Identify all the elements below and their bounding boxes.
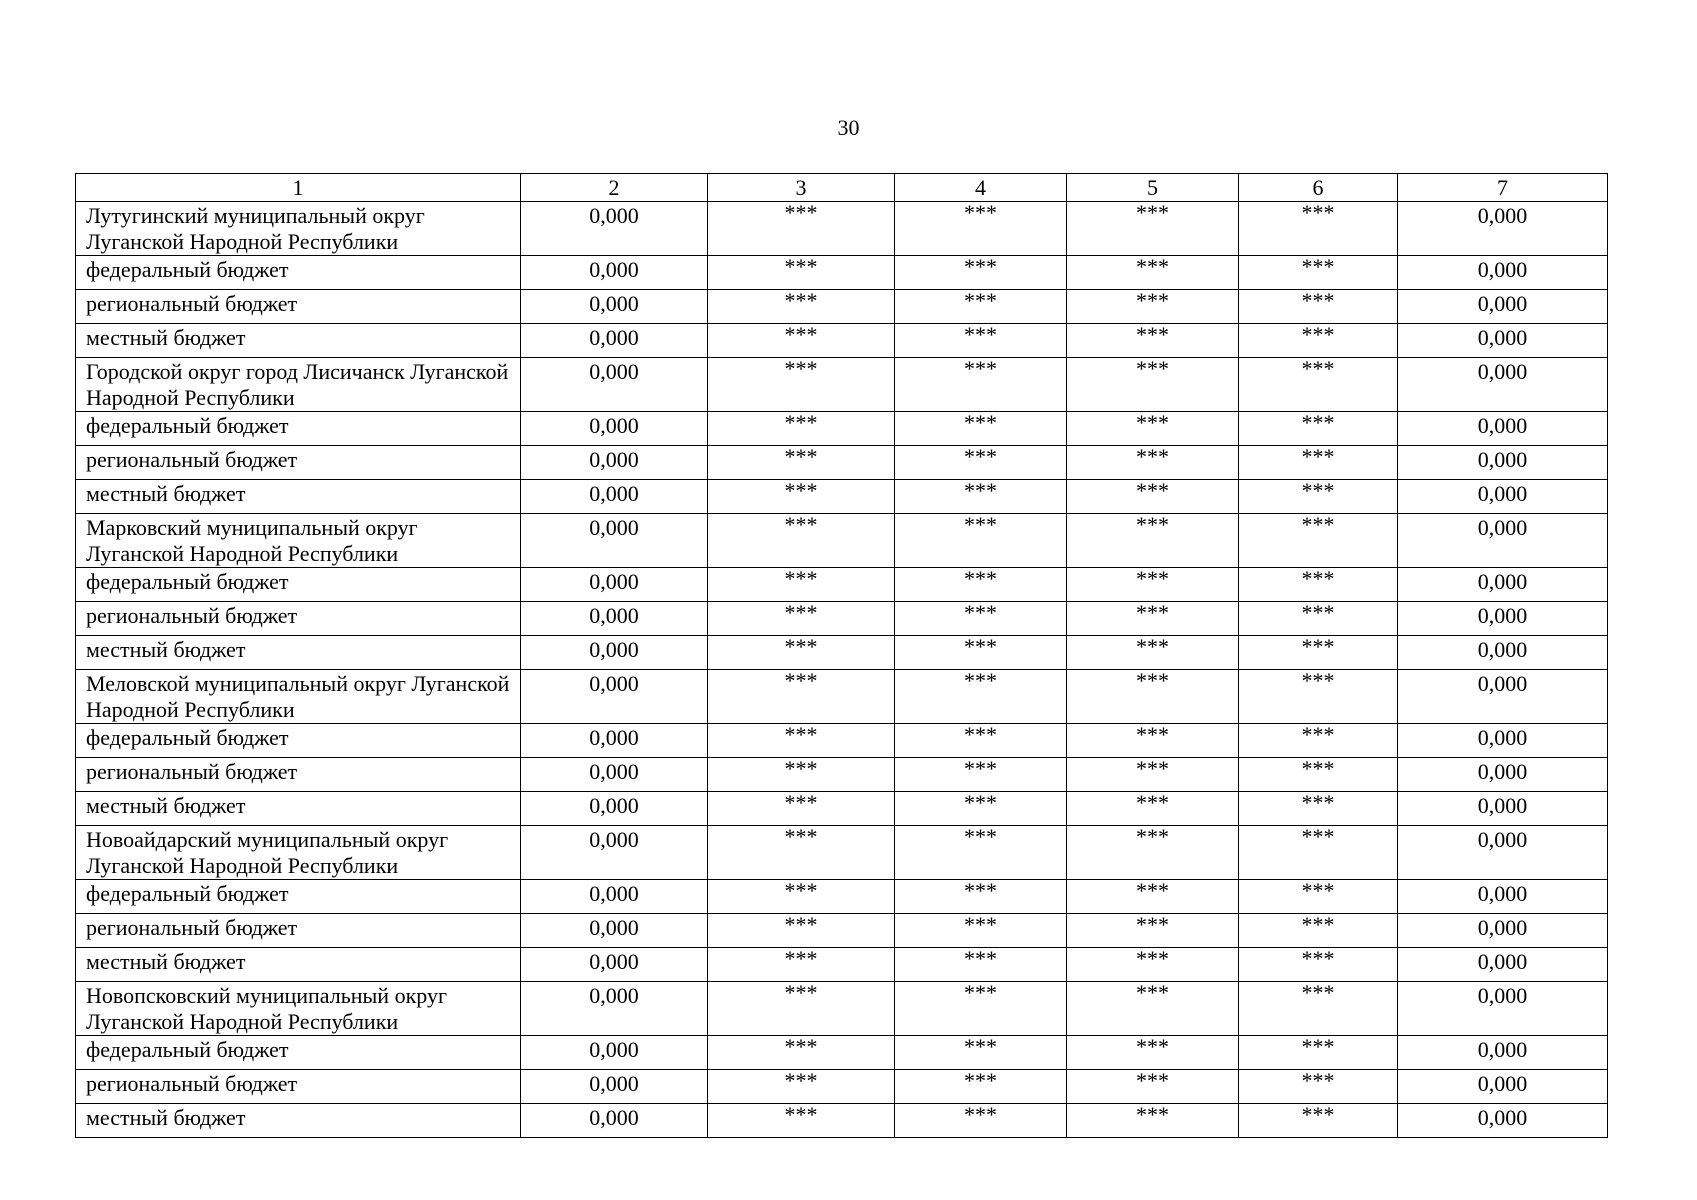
row-label: местный бюджет [76,792,521,826]
row-label: федеральный бюджет [76,256,521,290]
row-label: федеральный бюджет [76,880,521,914]
masked-value-cell: *** [1239,1036,1398,1070]
value-cell: 0,000 [1398,1036,1608,1070]
table-row [76,670,1608,724]
masked-value-cell: *** [895,514,1067,568]
value-cell: 0,000 [521,792,708,826]
masked-value-cell: *** [1239,636,1398,670]
value-cell: 0,000 [1398,290,1608,324]
table-row [76,256,1608,290]
table-row [76,758,1608,792]
masked-value-cell: *** [895,1070,1067,1104]
row-label: федеральный бюджет [76,568,521,602]
masked-value-cell: *** [1067,826,1239,880]
row-label: региональный бюджет [76,290,521,324]
table-row [76,724,1608,758]
table-row [76,324,1608,358]
masked-value-cell: *** [708,446,895,480]
column-header: 1 [76,174,521,202]
masked-value-cell: *** [1239,202,1398,256]
masked-value-cell: *** [1239,1104,1398,1138]
masked-value-cell: *** [1067,914,1239,948]
value-cell: 0,000 [521,1104,708,1138]
masked-value-cell: *** [895,256,1067,290]
masked-value-cell: *** [1067,202,1239,256]
value-cell: 0,000 [1398,914,1608,948]
row-label: региональный бюджет [76,446,521,480]
value-cell: 0,000 [521,446,708,480]
masked-value-cell: *** [1067,880,1239,914]
masked-value-cell: *** [1239,256,1398,290]
masked-value-cell: *** [1067,670,1239,724]
masked-value-cell: *** [895,758,1067,792]
value-cell: 0,000 [1398,202,1608,256]
value-cell: 0,000 [521,982,708,1036]
masked-value-cell: *** [1239,758,1398,792]
masked-value-cell: *** [895,948,1067,982]
value-cell: 0,000 [1398,412,1608,446]
value-cell: 0,000 [521,636,708,670]
value-cell: 0,000 [521,724,708,758]
value-cell: 0,000 [521,670,708,724]
table-row [76,982,1608,1036]
column-header: 4 [895,174,1067,202]
masked-value-cell: *** [1239,480,1398,514]
table-row [76,412,1608,446]
row-label: федеральный бюджет [76,1036,521,1070]
masked-value-cell: *** [1239,358,1398,412]
masked-value-cell: *** [1067,982,1239,1036]
masked-value-cell: *** [1239,1070,1398,1104]
masked-value-cell: *** [1067,1036,1239,1070]
value-cell: 0,000 [1398,826,1608,880]
masked-value-cell: *** [708,914,895,948]
masked-value-cell: *** [1067,602,1239,636]
value-cell: 0,000 [1398,480,1608,514]
masked-value-cell: *** [1067,358,1239,412]
masked-value-cell: *** [1067,568,1239,602]
masked-value-cell: *** [708,880,895,914]
table-row [76,446,1608,480]
masked-value-cell: *** [1067,1070,1239,1104]
table-row [76,636,1608,670]
table-row [76,480,1608,514]
masked-value-cell: *** [895,202,1067,256]
masked-value-cell: *** [1239,880,1398,914]
value-cell: 0,000 [1398,758,1608,792]
masked-value-cell: *** [708,324,895,358]
masked-value-cell: *** [708,568,895,602]
row-label: Городской округ город Лисичанск Луганской Народной Республики [76,358,521,412]
masked-value-cell: *** [1239,670,1398,724]
masked-value-cell: *** [895,358,1067,412]
value-cell: 0,000 [521,256,708,290]
value-cell: 0,000 [1398,256,1608,290]
row-label: Новопсковский муниципальный округ Луганской Народной Республики [76,982,521,1036]
column-header: 2 [521,174,708,202]
value-cell: 0,000 [1398,602,1608,636]
masked-value-cell: *** [1067,1104,1239,1138]
masked-value-cell: *** [708,792,895,826]
row-label: Меловской муниципальный округ Луганской Народной Республики [76,670,521,724]
masked-value-cell: *** [1239,982,1398,1036]
table-row [76,290,1608,324]
table-header [76,174,1608,202]
row-label: региональный бюджет [76,1070,521,1104]
masked-value-cell: *** [708,758,895,792]
value-cell: 0,000 [1398,514,1608,568]
masked-value-cell: *** [708,724,895,758]
value-cell: 0,000 [521,880,708,914]
value-cell: 0,000 [521,202,708,256]
value-cell: 0,000 [1398,724,1608,758]
value-cell: 0,000 [521,948,708,982]
row-label: Марковский муниципальный округ Луганской Народной Республики [76,514,521,568]
value-cell: 0,000 [521,412,708,446]
masked-value-cell: *** [895,636,1067,670]
row-label: региональный бюджет [76,602,521,636]
masked-value-cell: *** [1239,792,1398,826]
masked-value-cell: *** [895,568,1067,602]
masked-value-cell: *** [895,914,1067,948]
row-label: местный бюджет [76,948,521,982]
row-label: региональный бюджет [76,914,521,948]
masked-value-cell: *** [1239,290,1398,324]
row-label: местный бюджет [76,324,521,358]
table-row [76,602,1608,636]
value-cell: 0,000 [521,290,708,324]
table-row [76,514,1608,568]
table-row [76,202,1608,256]
value-cell: 0,000 [521,826,708,880]
masked-value-cell: *** [895,826,1067,880]
masked-value-cell: *** [708,480,895,514]
row-label: Лутугинский муниципальный округ Луганской Народной Республики [76,202,521,256]
masked-value-cell: *** [895,290,1067,324]
value-cell: 0,000 [521,1036,708,1070]
budget-table [75,173,1608,1138]
masked-value-cell: *** [895,602,1067,636]
value-cell: 0,000 [1398,636,1608,670]
masked-value-cell: *** [708,982,895,1036]
masked-value-cell: *** [708,670,895,724]
table-row [76,1070,1608,1104]
table-row [76,880,1608,914]
masked-value-cell: *** [1239,446,1398,480]
table-row [76,1036,1608,1070]
header-row [76,174,1608,202]
masked-value-cell: *** [708,1070,895,1104]
masked-value-cell: *** [1067,480,1239,514]
column-header: 3 [708,174,895,202]
value-cell: 0,000 [1398,792,1608,826]
value-cell: 0,000 [1398,324,1608,358]
column-header: 6 [1239,174,1398,202]
masked-value-cell: *** [895,412,1067,446]
value-cell: 0,000 [521,480,708,514]
table-row [76,914,1608,948]
value-cell: 0,000 [521,324,708,358]
masked-value-cell: *** [708,826,895,880]
masked-value-cell: *** [895,1104,1067,1138]
value-cell: 0,000 [521,758,708,792]
table-row [76,358,1608,412]
row-label: местный бюджет [76,1104,521,1138]
masked-value-cell: *** [895,480,1067,514]
value-cell: 0,000 [1398,358,1608,412]
masked-value-cell: *** [1067,758,1239,792]
column-header: 7 [1398,174,1608,202]
value-cell: 0,000 [521,1070,708,1104]
masked-value-cell: *** [708,412,895,446]
value-cell: 0,000 [521,568,708,602]
masked-value-cell: *** [1239,324,1398,358]
value-cell: 0,000 [1398,670,1608,724]
masked-value-cell: *** [895,792,1067,826]
masked-value-cell: *** [1067,724,1239,758]
masked-value-cell: *** [1067,514,1239,568]
page-number: 30 [837,115,860,140]
masked-value-cell: *** [1067,290,1239,324]
value-cell: 0,000 [521,914,708,948]
masked-value-cell: *** [708,948,895,982]
masked-value-cell: *** [708,202,895,256]
masked-value-cell: *** [708,514,895,568]
value-cell: 0,000 [1398,948,1608,982]
row-label: федеральный бюджет [76,412,521,446]
value-cell: 0,000 [521,602,708,636]
row-label: региональный бюджет [76,758,521,792]
masked-value-cell: *** [1067,256,1239,290]
masked-value-cell: *** [1239,914,1398,948]
table-row [76,826,1608,880]
value-cell: 0,000 [1398,1104,1608,1138]
masked-value-cell: *** [1067,636,1239,670]
masked-value-cell: *** [1239,826,1398,880]
masked-value-cell: *** [708,1036,895,1070]
value-cell: 0,000 [1398,568,1608,602]
row-label: местный бюджет [76,636,521,670]
table-row [76,1104,1608,1138]
masked-value-cell: *** [895,324,1067,358]
table-body [76,202,1608,1138]
value-cell: 0,000 [521,358,708,412]
masked-value-cell: *** [895,982,1067,1036]
masked-value-cell: *** [895,446,1067,480]
masked-value-cell: *** [708,358,895,412]
masked-value-cell: *** [895,880,1067,914]
masked-value-cell: *** [1067,446,1239,480]
masked-value-cell: *** [1239,948,1398,982]
value-cell: 0,000 [1398,1070,1608,1104]
row-label: федеральный бюджет [76,724,521,758]
masked-value-cell: *** [1239,602,1398,636]
table-row [76,792,1608,826]
value-cell: 0,000 [1398,446,1608,480]
masked-value-cell: *** [708,602,895,636]
table-row [76,568,1608,602]
row-label: Новоайдарский муниципальный округ Луганской Народной Республики [76,826,521,880]
value-cell: 0,000 [1398,880,1608,914]
masked-value-cell: *** [708,636,895,670]
masked-value-cell: *** [895,670,1067,724]
masked-value-cell: *** [1239,412,1398,446]
masked-value-cell: *** [1239,568,1398,602]
masked-value-cell: *** [895,1036,1067,1070]
table-row [76,948,1608,982]
masked-value-cell: *** [708,1104,895,1138]
value-cell: 0,000 [521,514,708,568]
value-cell: 0,000 [1398,982,1608,1036]
masked-value-cell: *** [1067,948,1239,982]
masked-value-cell: *** [1067,792,1239,826]
masked-value-cell: *** [708,256,895,290]
masked-value-cell: *** [708,290,895,324]
row-label: местный бюджет [76,480,521,514]
column-header: 5 [1067,174,1239,202]
masked-value-cell: *** [1067,412,1239,446]
masked-value-cell: *** [895,724,1067,758]
masked-value-cell: *** [1239,514,1398,568]
masked-value-cell: *** [1067,324,1239,358]
masked-value-cell: *** [1239,724,1398,758]
